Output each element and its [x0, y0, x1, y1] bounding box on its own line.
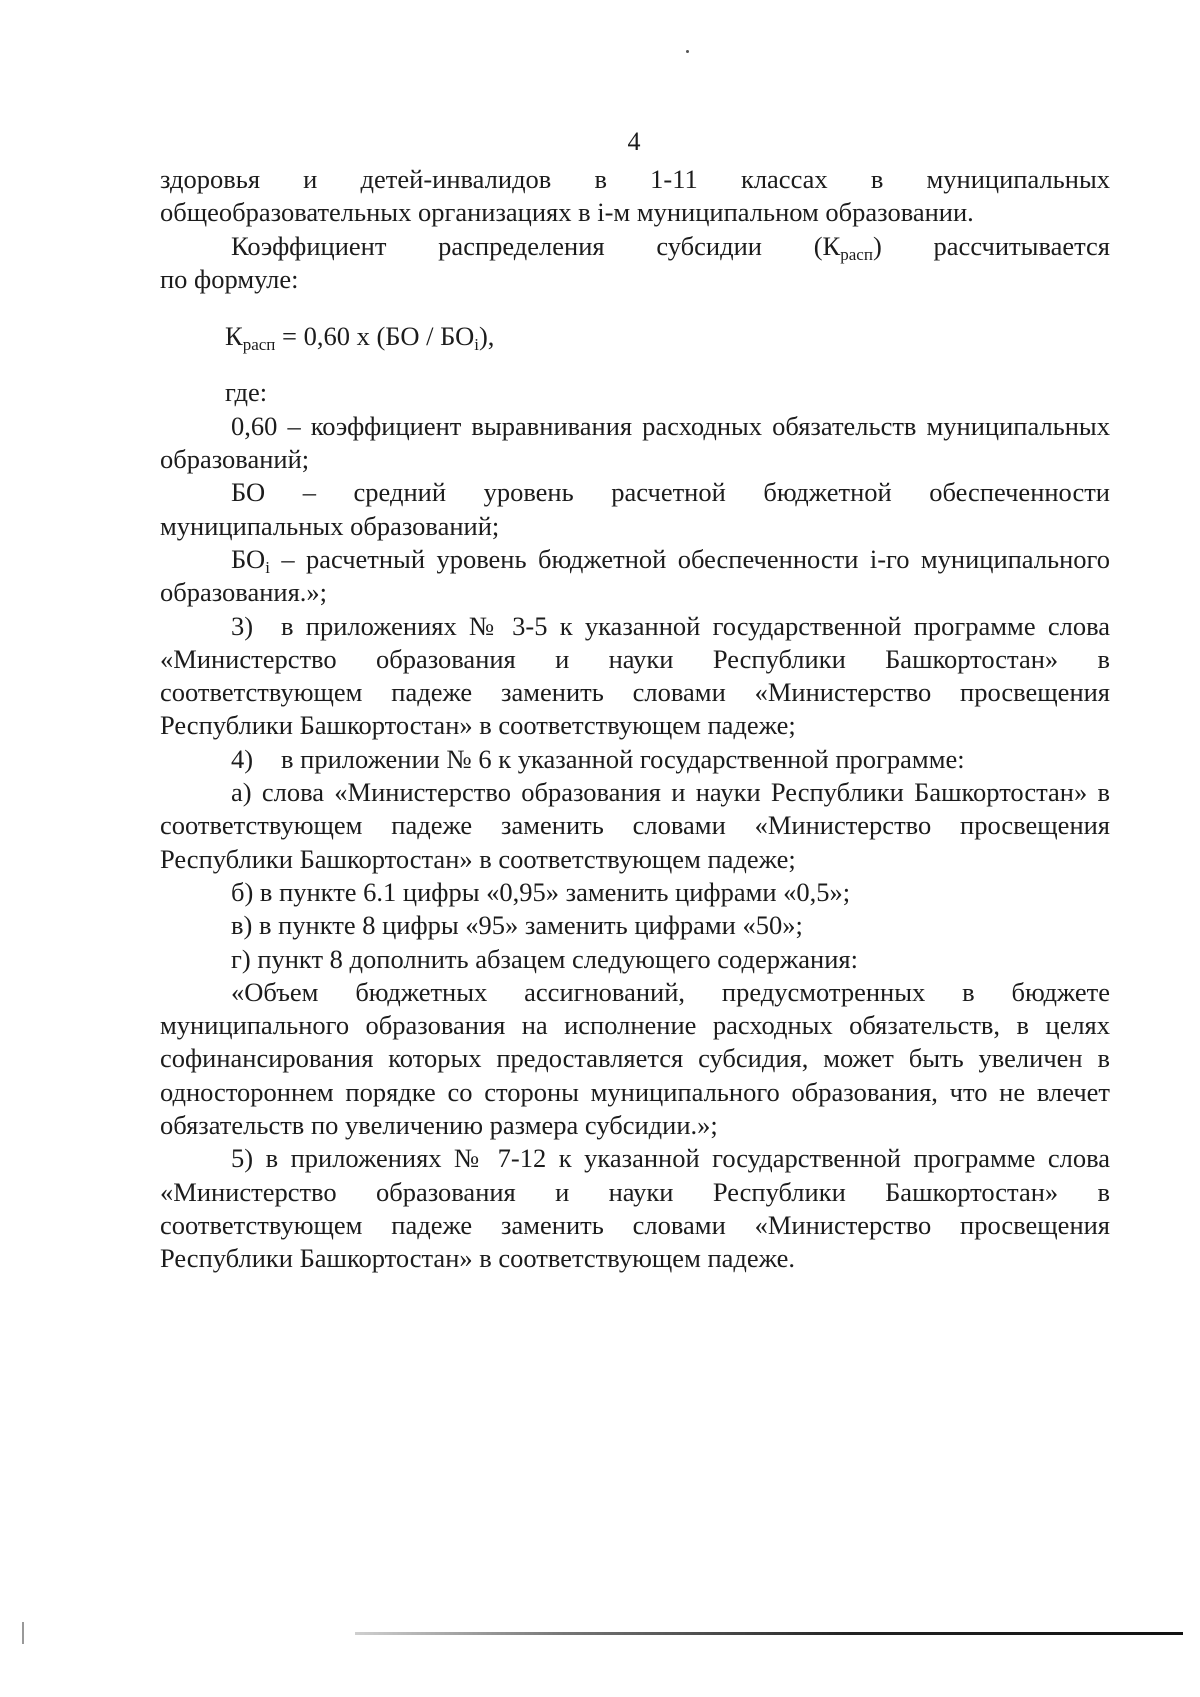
item-4a: а) слова «Министерство образования и науки Республики Башкортостан» в соответствующем падеже заменить словами «Министерство просвещения Республики Башкортостан» в соответствующем падеже; — [160, 777, 1110, 874]
definition-bo-i-subscript: i — [265, 557, 270, 577]
coefficient-subscript: расп — [840, 244, 873, 264]
quoted-paragraph: «Объем бюджетных ассигнований, предусмотренных в бюджете муниципального образования на исполнение расходных обязательств, в целях софинансирования которых предоставляется субсидия, может быть увеличен в одностороннем порядке со стороны муниципального образования, что не влечет обязательств по увеличению размера субсидии.»; — [160, 976, 1110, 1141]
scan-bottom-edge — [355, 1632, 1183, 1635]
page-number: 4 — [627, 127, 641, 156]
paragraph-continuation-line1: здоровья и детей-инвалидов в 1-11 классах в муниципальных — [160, 164, 1110, 194]
definition-bo-i-a: БО — [231, 543, 266, 574]
formula-k: К — [225, 321, 243, 352]
item-4b: б) в пункте 6.1 цифры «0,95» заменить цифрами «0,5»; — [231, 876, 851, 907]
item-4-number: 4) — [231, 743, 254, 774]
item-5: 5) в приложениях № 7-12 к указанной государственной программе слова «Министерство образования и науки Республики Башкортостан» в соответствующем падеже заменить словами «Министерство просвещения Республики Башкортостан» в соответствующем падеже. — [160, 1143, 1110, 1274]
scan-edge-mark — [22, 1622, 24, 1644]
item-4d: г) пункт 8 дополнить абзацем следующего содержания: — [231, 943, 858, 974]
coefficient-text-a: Коэффициент распределения субсидии (К — [231, 230, 841, 261]
paragraph-coefficient-intro-line2: по формуле: — [160, 263, 299, 294]
item-4 — [160, 743, 1110, 776]
definition-060: 0,60 – коэффициент выравнивания расходных обязательств муниципальных образований; — [160, 410, 1110, 475]
formula-subscript-i: i — [474, 335, 479, 355]
scan-speck — [686, 50, 689, 53]
formula-subscript: расп — [242, 335, 276, 355]
item-3-text: в приложениях № 3-5 к указанной государственной программе слова «Министерство образования и науки Республики Башкортостан» в соответствующем падеже заменить словами «Министерство просвещения Республики Башкортостан» в соответствующем падеже; — [160, 610, 1110, 741]
item-3-number: 3) — [231, 610, 254, 641]
coefficient-text-b: ) рассчитывается — [872, 230, 1110, 261]
definition-bo-i-b: – расчетный уровень бюджетной обеспеченности i-го муниципального образования.»; — [160, 543, 1110, 608]
definition-bo: БО – средний уровень расчетной бюджетной обеспеченности муниципальных образований; — [160, 477, 1110, 541]
paragraph-coefficient-intro — [160, 230, 1110, 263]
formula-mid: = 0,60 х (БО / БО — [275, 321, 475, 352]
item-3 — [160, 610, 1110, 743]
item-4c: в) в пункте 8 цифры «95» заменить цифрами «50»; — [231, 910, 803, 941]
where-label: где: — [225, 377, 268, 408]
paragraph-continuation-line2: общеобразовательных организациях в i-м муниципальном образовании. — [160, 197, 974, 228]
definition-bo-i — [160, 543, 1110, 610]
document-body — [160, 163, 1110, 1276]
item-4-text: в приложении № 6 к указанной государственной программе: — [281, 743, 965, 774]
formula — [160, 320, 1110, 353]
formula-end: ), — [478, 321, 495, 352]
